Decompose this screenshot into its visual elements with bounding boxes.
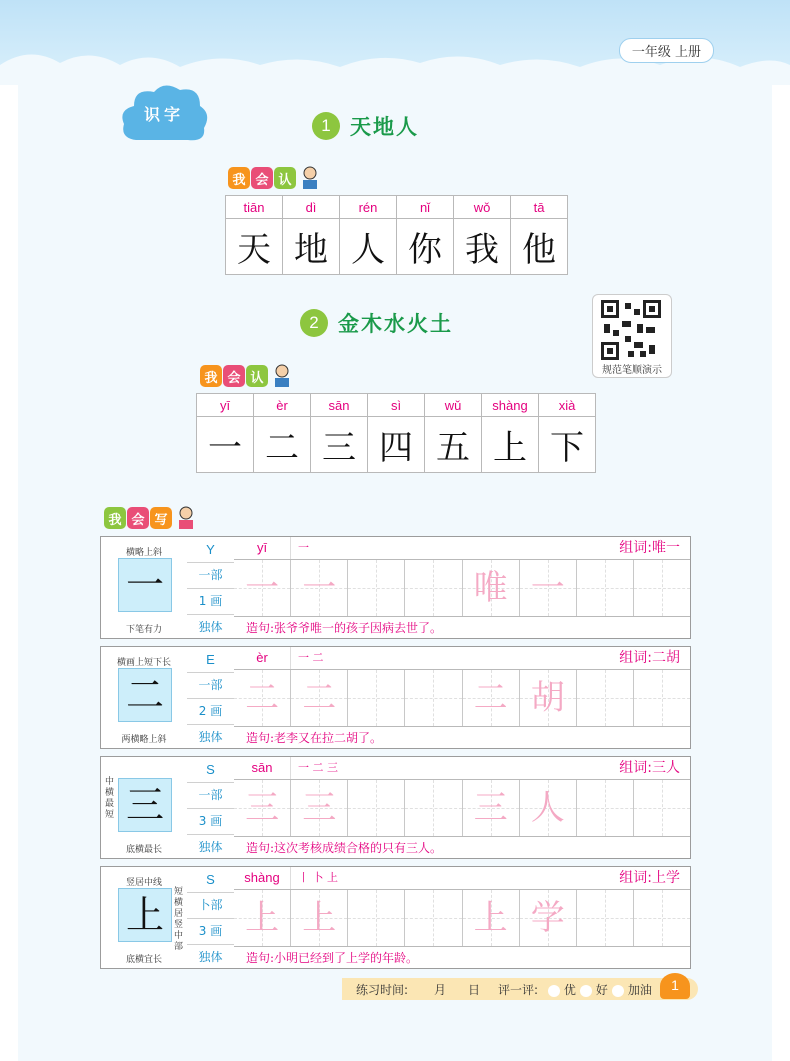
- grade-label: 一年级 上册: [619, 38, 714, 63]
- practice-cell[interactable]: [634, 890, 690, 946]
- pinyin-cell: xià: [539, 394, 596, 417]
- example-sentence: 造句:老李又在拉二胡了。: [246, 731, 383, 745]
- stroke-tip-right: 短横居竖中部: [174, 887, 184, 952]
- practice-cell[interactable]: [577, 560, 634, 616]
- structure: 独体: [198, 840, 223, 854]
- word-group: 组词:二胡: [619, 650, 680, 666]
- example-sentence: 造句:张爷爷唯一的孩子因病去世了。: [246, 621, 443, 635]
- model-char: 一: [118, 558, 172, 612]
- word-group: 组词:唯一: [619, 540, 680, 556]
- practice-cell[interactable]: [348, 890, 405, 946]
- structure: 独体: [198, 620, 223, 634]
- badge-char: 我: [228, 167, 250, 189]
- practice-cell[interactable]: [348, 560, 405, 616]
- radical: 一部: [187, 783, 234, 809]
- practice-cell[interactable]: 一: [291, 560, 348, 616]
- char-cell: 天: [226, 219, 283, 275]
- practice-cell[interactable]: [634, 780, 690, 836]
- practice-area: [234, 866, 691, 969]
- practice-cell[interactable]: [577, 670, 634, 726]
- qr-code-icon: [601, 300, 661, 360]
- char-cell: 地: [283, 219, 340, 275]
- qr-code[interactable]: [592, 294, 672, 378]
- stroke-tip-bottom: 底横宜长: [125, 955, 162, 965]
- stroke-tip-bottom: 下笔有力: [125, 625, 162, 635]
- capital-letter: Y: [187, 537, 234, 563]
- radical: 卜部: [187, 893, 234, 919]
- capital-letter: E: [187, 647, 234, 673]
- char-info: [187, 756, 235, 859]
- lesson-1-title: 天地人: [350, 115, 419, 139]
- practice-time-label: 练习时间:: [356, 983, 409, 997]
- rating-option[interactable]: 加油: [612, 981, 652, 998]
- row-pinyin: yī: [234, 537, 291, 559]
- lesson-1-heading: [312, 111, 419, 141]
- write-row-2: [100, 646, 691, 749]
- practice-grid: [234, 890, 690, 947]
- pinyin-row: [234, 867, 690, 890]
- capital-letter: S: [187, 757, 234, 783]
- recognize-badge-1: [228, 166, 321, 190]
- structure: 独体: [198, 730, 223, 744]
- badge-char: 写: [150, 507, 172, 529]
- stroke-tip-panel: [100, 646, 188, 749]
- pinyin-cell: nǐ: [397, 196, 454, 219]
- model-char: 二: [118, 668, 172, 722]
- stroke-count: 3 画: [187, 809, 234, 835]
- practice-cell[interactable]: 胡: [520, 670, 577, 726]
- practice-grid: [234, 560, 690, 617]
- practice-cell[interactable]: [634, 560, 690, 616]
- practice-cell[interactable]: 一: [234, 560, 291, 616]
- practice-cell[interactable]: 三: [234, 780, 291, 836]
- reading-kid-icon: [299, 166, 321, 190]
- stroke-order: 丨 卜 上: [298, 871, 338, 884]
- stroke-tip-bottom: 两横略上斜: [121, 735, 167, 745]
- stroke-order: 一 二 三: [298, 761, 338, 774]
- write-row-3: [100, 756, 691, 859]
- stroke-count: 3 画: [187, 919, 234, 945]
- model-char: 三: [118, 778, 172, 832]
- practice-cell[interactable]: 学: [520, 890, 577, 946]
- page-number: 1: [660, 973, 690, 999]
- stroke-tip-panel: [100, 756, 188, 859]
- practice-cell[interactable]: [405, 670, 462, 726]
- day-label: 日: [468, 983, 481, 997]
- char-cell: 四: [368, 417, 425, 473]
- write-badge: [104, 506, 197, 530]
- pinyin-cell: yī: [197, 394, 254, 417]
- capital-letter: S: [187, 867, 234, 893]
- practice-grid: [234, 780, 690, 837]
- evaluate-label: 评一评:: [498, 983, 539, 997]
- radical: 一部: [187, 563, 234, 589]
- practice-cell[interactable]: 上: [234, 890, 291, 946]
- practice-cell[interactable]: 二: [291, 670, 348, 726]
- char-info: [187, 536, 235, 639]
- writing-kid-icon: [175, 506, 197, 530]
- structure: 独体: [198, 950, 223, 964]
- pinyin-row: [234, 537, 690, 560]
- char-cell: 三: [311, 417, 368, 473]
- char-cell: 他: [511, 219, 568, 275]
- char-cell: 你: [397, 219, 454, 275]
- char-cell: 下: [539, 417, 596, 473]
- practice-cell[interactable]: 唯: [463, 560, 520, 616]
- row-pinyin: èr: [234, 647, 291, 669]
- pinyin-cell: tiān: [226, 196, 283, 219]
- practice-cell[interactable]: 二: [234, 670, 291, 726]
- practice-cell[interactable]: 三: [463, 780, 520, 836]
- practice-cell[interactable]: [348, 670, 405, 726]
- lesson-1-number: 1: [312, 112, 340, 140]
- stroke-tip-left: 中横最短: [105, 777, 115, 820]
- practice-footer: [342, 978, 698, 1000]
- char-cell: 二: [254, 417, 311, 473]
- stroke-count: 1 画: [187, 589, 234, 615]
- badge-char: 会: [127, 507, 149, 529]
- pinyin-cell: sān: [311, 394, 368, 417]
- practice-area: [234, 536, 691, 639]
- lesson-2-title: 金木水火土: [338, 312, 453, 336]
- word-group: 组词:上学: [619, 870, 680, 886]
- badge-char: 我: [200, 365, 222, 387]
- badge-char: 认: [246, 365, 268, 387]
- pinyin-cell: èr: [254, 394, 311, 417]
- pinyin-cell: wǒ: [454, 196, 511, 219]
- pinyin-cell: tā: [511, 196, 568, 219]
- stroke-tip-top: 竖居中线: [125, 878, 162, 888]
- practice-cell[interactable]: 人: [520, 780, 577, 836]
- char-info: [187, 646, 235, 749]
- lesson-2-char-table: [196, 393, 596, 473]
- stroke-tip-panel: [100, 866, 188, 969]
- char-info: [187, 866, 235, 969]
- section-tag-label: 识字: [143, 105, 184, 124]
- badge-char: 会: [223, 365, 245, 387]
- row-pinyin: sān: [234, 757, 291, 779]
- model-char: 上: [118, 888, 172, 942]
- pinyin-row: [234, 647, 690, 670]
- radical: 一部: [187, 673, 234, 699]
- section-tag: [118, 80, 210, 148]
- pinyin-cell: wǔ: [425, 394, 482, 417]
- stroke-order: 一 二: [298, 651, 324, 664]
- stroke-tip-top: 横画上短下长: [116, 658, 171, 668]
- lesson-1-char-table: [225, 195, 568, 275]
- row-pinyin: shàng: [234, 867, 291, 889]
- char-cell: 上: [482, 417, 539, 473]
- badge-char: 我: [104, 507, 126, 529]
- practice-cell[interactable]: 三: [291, 780, 348, 836]
- reading-kid-icon: [271, 364, 293, 388]
- lesson-2-heading: [300, 308, 453, 338]
- stroke-count: 2 画: [187, 699, 234, 725]
- practice-cell[interactable]: [634, 670, 690, 726]
- practice-cell[interactable]: [405, 560, 462, 616]
- char-cell: 一: [197, 417, 254, 473]
- practice-cell[interactable]: 上: [463, 890, 520, 946]
- stroke-tip-top: 横略上斜: [125, 548, 162, 558]
- practice-area: [234, 756, 691, 859]
- char-cell: 我: [454, 219, 511, 275]
- month-label: 月: [434, 983, 447, 997]
- rating-circle-icon: [548, 985, 560, 997]
- rating-option[interactable]: 优: [548, 981, 576, 998]
- practice-cell[interactable]: [577, 780, 634, 836]
- rating-circle-icon: [612, 985, 624, 997]
- practice-cell[interactable]: [348, 780, 405, 836]
- practice-cell[interactable]: [405, 890, 462, 946]
- char-cell: 五: [425, 417, 482, 473]
- practice-cell[interactable]: [405, 780, 462, 836]
- char-cell: 人: [340, 219, 397, 275]
- rating-circle-icon: [580, 985, 592, 997]
- practice-grid: [234, 670, 690, 727]
- lesson-2-number: 2: [300, 309, 328, 337]
- practice-cell[interactable]: 一: [520, 560, 577, 616]
- example-sentence: 造句:这次考核成绩合格的只有三人。: [246, 841, 443, 855]
- pinyin-row: [234, 757, 690, 780]
- stroke-tip-panel: [100, 536, 188, 639]
- badge-char: 会: [251, 167, 273, 189]
- word-group: 组词:三人: [619, 760, 680, 776]
- write-row-1: [100, 536, 691, 639]
- pinyin-cell: sì: [368, 394, 425, 417]
- pinyin-cell: dì: [283, 196, 340, 219]
- example-sentence: 造句:小明已经到了上学的年龄。: [246, 951, 419, 965]
- rating-option[interactable]: 好: [580, 981, 608, 998]
- recognize-badge-2: [200, 364, 293, 388]
- stroke-order: 一: [298, 541, 309, 554]
- qr-caption: 规范笔顺演示: [602, 365, 662, 376]
- practice-area: [234, 646, 691, 749]
- stroke-tip-bottom: 底横最长: [125, 845, 162, 855]
- practice-cell[interactable]: 上: [291, 890, 348, 946]
- practice-cell[interactable]: 二: [463, 670, 520, 726]
- practice-cell[interactable]: [577, 890, 634, 946]
- write-row-4: [100, 866, 691, 969]
- badge-char: 认: [274, 167, 296, 189]
- pinyin-cell: rén: [340, 196, 397, 219]
- pinyin-cell: shàng: [482, 394, 539, 417]
